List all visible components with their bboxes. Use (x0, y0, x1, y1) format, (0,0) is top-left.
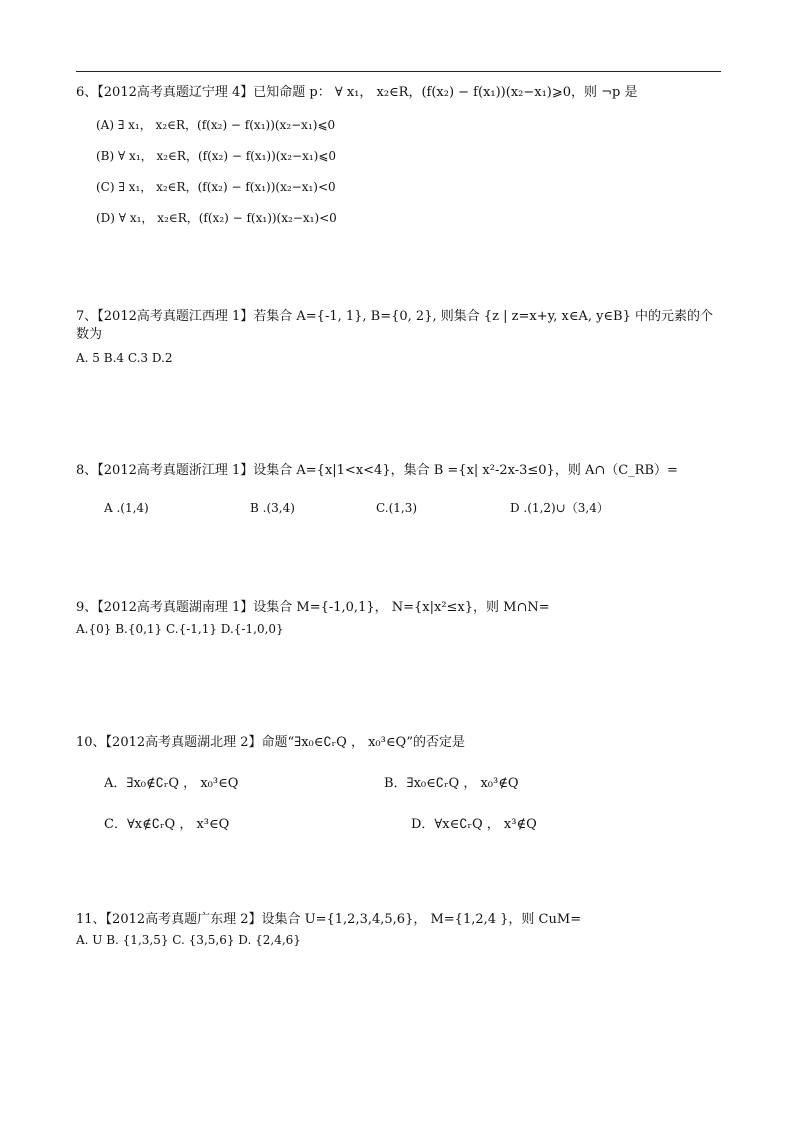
q8-option-b: B .(3,4) (250, 501, 295, 515)
q10-option-a: A．∃x₀∉∁ᵣQ ， x₀³∈Q (104, 776, 239, 791)
q6-option-a: (A) ∃ x₁， x₂∈R，(f(x₂) − f(x₁))(x₂−x₁)⩽0 (96, 118, 336, 132)
q9-options: A.{0} B.{0,1} C.{-1,1} D.{-1,0,0} (76, 622, 284, 636)
header-rule (76, 71, 721, 72)
q10-stem: 10、【2012高考真题湖北理 2】命题“∃x₀∈∁ᵣQ ， x₀³∈Q”的否定是 (76, 735, 466, 750)
q8-stem: 8、【2012高考真题浙江理 1】设集合 A={x|1<x<4}，集合 B ={x| x²-2x-3≤0}，则 A∩（C_RB）= (76, 463, 678, 478)
q8-option-c: C.(1,3) (376, 501, 418, 515)
q10-option-d: D．∀x∈∁ᵣQ ， x³∉Q (411, 817, 537, 832)
q8-option-a: A .(1,4) (104, 501, 149, 515)
q6-option-d: (D) ∀ x₁， x₂∈R，(f(x₂) − f(x₁))(x₂−x₁)<0 (96, 211, 337, 225)
q7-stem: 7、【2012高考真题江西理 1】若集合 A={-1, 1}, B={0, 2}, 则集合 {z | z=x+y, x∈A, y∈B} 中的元素的个数为 (76, 309, 714, 342)
q10-option-c: C．∀x∉∁ᵣQ ， x³∈Q (104, 817, 230, 832)
q8-option-d: D .(1,2)∪（3,4） (510, 501, 609, 515)
q7-options: A. 5 B.4 C.3 D.2 (76, 351, 173, 365)
q6-option-c: (C) ∃ x₁， x₂∈R，(f(x₂) − f(x₁))(x₂−x₁)<0 (96, 180, 336, 194)
q9-stem: 9、【2012高考真题湖南理 1】设集合 M={-1,0,1}， N={x|x²≤x}，则 M∩N= (76, 600, 550, 615)
q10-option-b: B．∃x₀∈∁ᵣQ ， x₀³∉Q (384, 776, 519, 791)
q6-stem: 6、【2012高考真题辽宁理 4】已知命题 p： ∀ x₁， x₂∈R，(f(x₂) − f(x₁))(x₂−x₁)⩾0，则 ¬p 是 (76, 85, 638, 100)
q11-options: A. U B. {1,3,5} C. {3,5,6} D. {2,4,6} (76, 933, 301, 947)
q11-stem: 11、【2012高考真题广东理 2】设集合 U={1,2,3,4,5,6}， M={1,2,4 }，则 CuM= (76, 912, 582, 927)
q6-option-b: (B) ∀ x₁， x₂∈R，(f(x₂) − f(x₁))(x₂−x₁)⩽0 (96, 149, 337, 163)
